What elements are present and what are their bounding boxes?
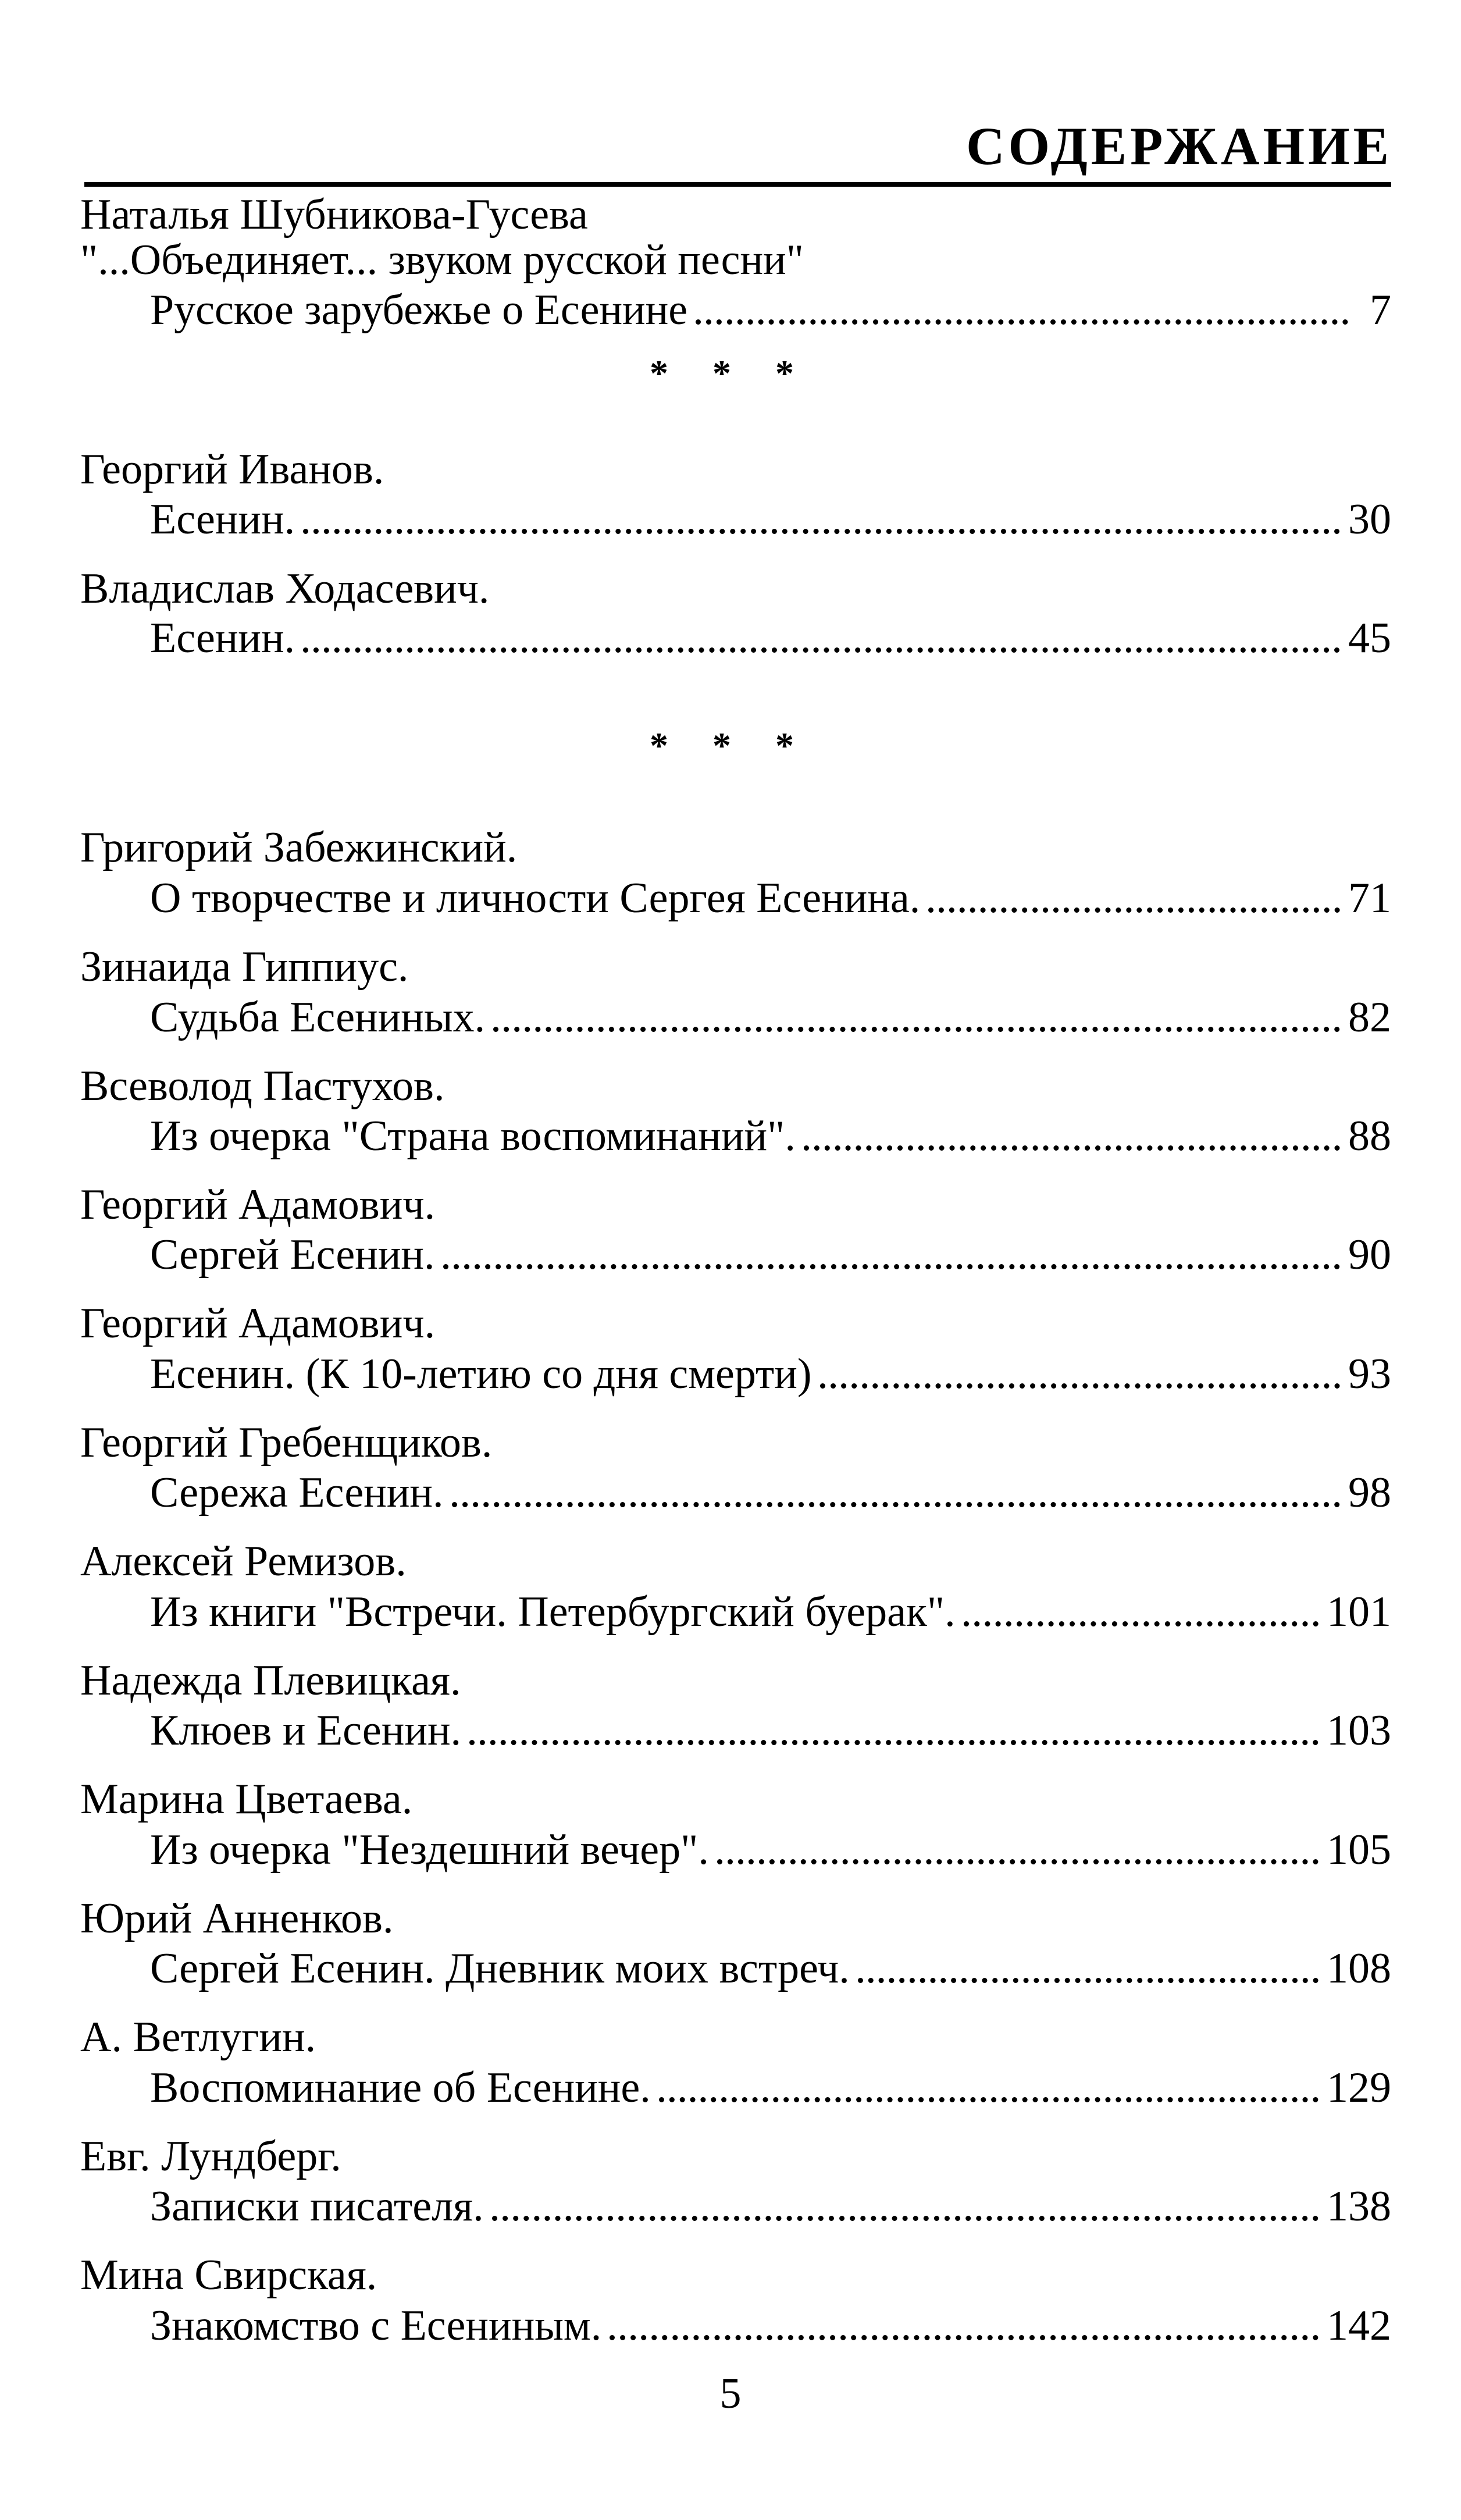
dot-leader (303, 529, 1340, 534)
page-number: 5 (719, 2370, 742, 2418)
dot-leader (469, 1740, 1319, 1745)
toc-author: Надежда Плевицкая. (80, 1657, 461, 1704)
dot-leader (492, 2216, 1319, 2221)
toc-author: Всеволод Пастухов. (80, 1062, 445, 1110)
toc-author: Григорий Забежинский. (80, 824, 518, 871)
toc-entry-page: 138 (1327, 2183, 1391, 2230)
dot-leader (443, 1264, 1340, 1269)
toc-entry-title: Сережа Есенин. (150, 1471, 452, 1514)
toc-author: Мина Свирская. (80, 2251, 377, 2299)
toc-author: А. Ветлугин. (80, 2013, 316, 2061)
toc-entry[interactable] (150, 1581, 1391, 1636)
toc-entry-page: 129 (1327, 2064, 1391, 2112)
toc-author: Георгий Гребенщиков. (80, 1419, 493, 1467)
dot-leader (820, 1383, 1341, 1389)
dot-leader (610, 2335, 1319, 2340)
toc-entry-page: 71 (1348, 874, 1391, 922)
toc-entry[interactable] (150, 489, 1391, 541)
toc-entry-page: 98 (1348, 1469, 1391, 1517)
toc-entry-title: Есенин. (150, 617, 303, 660)
toc-entry-page: 108 (1327, 1945, 1391, 1992)
toc-entry-title: Знакомство с Есениным. (150, 2304, 610, 2347)
toc-entry-page: 88 (1348, 1112, 1391, 1160)
toc-entry-title: Из очерка "Страна воспоминаний". (150, 1115, 804, 1158)
toc-entry[interactable] (150, 1938, 1391, 1990)
dot-leader (858, 1978, 1319, 1983)
title-rule (84, 182, 1391, 187)
dot-leader (717, 1859, 1319, 1864)
toc-author: Георгий Адамович. (80, 1181, 436, 1229)
toc-entry[interactable] (150, 607, 1391, 660)
toc-author: Владислав Ходасевич. (80, 565, 490, 613)
toc-entry-title: Есенин. (К 10-летию со дня смерти) (150, 1352, 820, 1396)
toc-entry-page: 101 (1327, 1588, 1391, 1636)
section-separator: * * * (650, 353, 811, 394)
toc-subtitle: "...Объединяет... звуком русской песни" (80, 236, 804, 284)
toc-entry-page: 105 (1327, 1826, 1391, 1874)
toc-entry[interactable] (150, 867, 1391, 920)
toc-entry[interactable] (150, 1700, 1391, 1752)
toc-author: Юрий Анненков. (80, 1895, 394, 1942)
toc-entry-title: Русское зарубежье о Есенине (150, 289, 696, 332)
toc-author: Наталья Шубникова-Гусева (80, 191, 588, 239)
toc-entry[interactable] (150, 1462, 1391, 1517)
toc-entry-page: 45 (1348, 614, 1391, 662)
toc-entry-title: Сергей Есенин. (150, 1233, 443, 1276)
toc-entry-title: Из книги "Встречи. Петербургский буерак". (150, 1590, 964, 1633)
toc-author: Зинаида Гиппиус. (80, 943, 409, 991)
toc-entry[interactable] (150, 1105, 1391, 1158)
toc-entry[interactable] (150, 2176, 1391, 2228)
toc-entry-page: 93 (1348, 1350, 1391, 1398)
toc-entry-title: Сергей Есенин. Дневник моих встреч. (150, 1947, 858, 1990)
toc-entry-title: О творчестве и личности Сергея Есенина. (150, 877, 928, 920)
toc-entry-page: 142 (1327, 2302, 1391, 2350)
toc-entry-title: Судьба Есениных. (150, 996, 493, 1039)
toc-entry[interactable] (150, 1343, 1391, 1396)
toc-entry[interactable] (150, 987, 1391, 1039)
dot-leader (696, 319, 1348, 325)
toc-author: Марина Цветаева. (80, 1775, 413, 1823)
toc-entry-page: 30 (1348, 496, 1391, 543)
toc-entry-title: Клюев и Есенин. (150, 1709, 469, 1752)
toc-entry-title: Из очерка "Нездешний вечер". (150, 1828, 717, 1871)
toc-entry-page: 82 (1348, 994, 1391, 1041)
toc-entry-page: 103 (1327, 1707, 1391, 1754)
section-separator: * * * (650, 725, 811, 766)
toc-entry-page: 7 (1370, 286, 1391, 334)
dot-leader (493, 1027, 1340, 1032)
dot-leader (659, 2097, 1319, 2102)
toc-author: Евг. Лундберг. (80, 2133, 341, 2180)
toc-entry[interactable] (150, 1819, 1391, 1874)
dot-leader (928, 907, 1340, 913)
toc-entry-title: Воспоминание об Есенине. (150, 2066, 659, 2109)
dot-leader (452, 1502, 1340, 1507)
toc-entry-title: Записки писателя. (150, 2185, 492, 2228)
toc-author: Георгий Иванов. (80, 446, 384, 493)
toc-entry[interactable] (150, 2057, 1391, 2112)
dot-leader (303, 647, 1340, 653)
dot-leader (804, 1145, 1340, 1151)
toc-entry-title: Есенин. (150, 498, 303, 541)
toc-author: Алексей Ремизов. (80, 1537, 407, 1585)
toc-entry[interactable] (150, 279, 1391, 332)
toc-entry[interactable] (150, 2295, 1391, 2350)
dot-leader (964, 1621, 1319, 1626)
toc-entry[interactable] (150, 1224, 1391, 1279)
toc-entry-page: 90 (1348, 1231, 1391, 1279)
page-title: СОДЕРЖАНИЕ (966, 116, 1392, 176)
toc-author: Георгий Адамович. (80, 1300, 436, 1347)
